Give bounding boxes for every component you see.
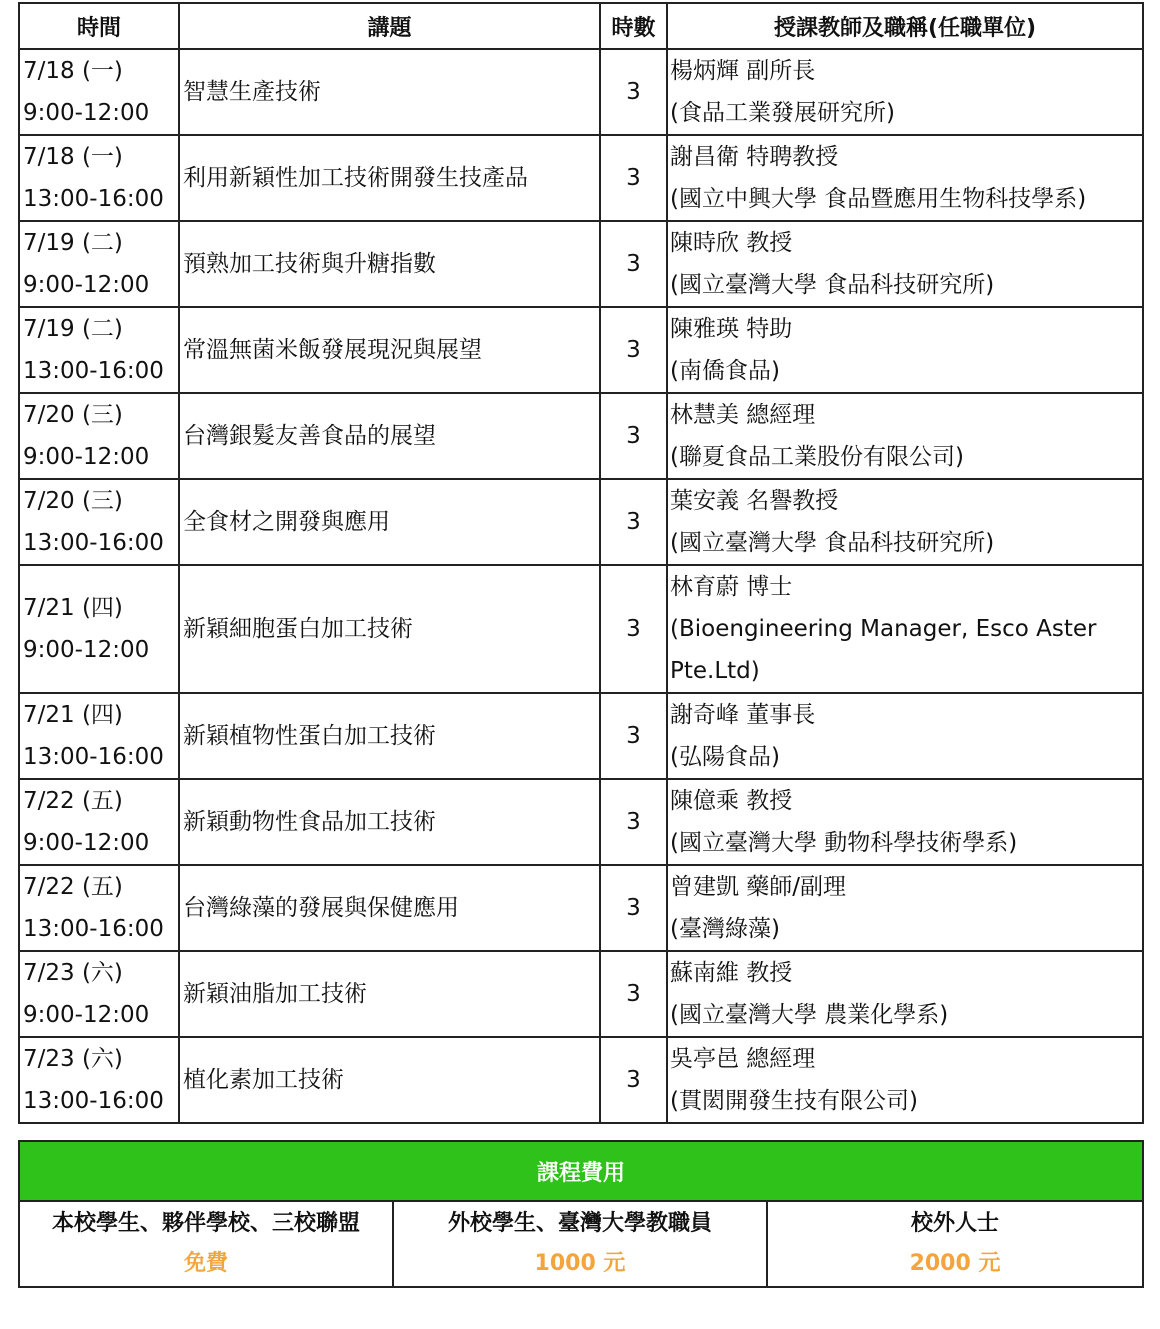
hours-cell: 3 bbox=[600, 307, 667, 393]
session-date: 7/20 (三) bbox=[23, 488, 123, 514]
teacher-cell bbox=[667, 49, 1143, 135]
hours-cell: 3 bbox=[600, 565, 667, 693]
fee-cell bbox=[19, 1201, 393, 1287]
topic-cell: 新穎油脂加工技術 bbox=[179, 951, 600, 1037]
teacher-name: 陳雅瑛 特助 bbox=[670, 316, 793, 342]
teacher-name: 陳時欣 教授 bbox=[670, 230, 793, 256]
teacher-name: 曾建凱 藥師/副理 bbox=[670, 874, 847, 900]
time-cell bbox=[19, 779, 179, 865]
time-cell bbox=[19, 135, 179, 221]
session-time: 9:00-12:00 bbox=[23, 444, 150, 470]
topic-cell: 常溫無菌米飯發展現況與展望 bbox=[179, 307, 600, 393]
table-row bbox=[19, 1037, 1143, 1123]
hours-cell: 3 bbox=[600, 135, 667, 221]
topic-cell: 台灣銀髮友善食品的展望 bbox=[179, 393, 600, 479]
teacher-cell bbox=[667, 135, 1143, 221]
teacher-cell bbox=[667, 221, 1143, 307]
teacher-cell bbox=[667, 479, 1143, 565]
time-cell bbox=[19, 49, 179, 135]
teacher-cell bbox=[667, 393, 1143, 479]
table-row bbox=[19, 307, 1143, 393]
course-schedule-table bbox=[18, 2, 1144, 1124]
time-cell bbox=[19, 1037, 179, 1123]
session-time: 9:00-12:00 bbox=[23, 272, 150, 298]
table-row bbox=[19, 865, 1143, 951]
topic-cell: 利用新穎性加工技術開發生技產品 bbox=[179, 135, 600, 221]
teacher-name: 陳億乘 教授 bbox=[670, 788, 793, 814]
table-row bbox=[19, 221, 1143, 307]
table-row bbox=[19, 49, 1143, 135]
table-row bbox=[19, 565, 1143, 693]
topic-cell: 預熟加工技術與升糖指數 bbox=[179, 221, 600, 307]
session-time: 13:00-16:00 bbox=[23, 744, 164, 770]
topic-cell: 全食材之開發與應用 bbox=[179, 479, 600, 565]
teacher-cell bbox=[667, 865, 1143, 951]
fee-title: 課程費用 bbox=[19, 1141, 1143, 1201]
session-date: 7/22 (五) bbox=[23, 788, 123, 814]
teacher-affiliation: (國立臺灣大學 農業化學系) bbox=[670, 1002, 949, 1028]
teacher-name: 楊炳輝 副所長 bbox=[670, 58, 816, 84]
topic-cell: 新穎植物性蛋白加工技術 bbox=[179, 693, 600, 779]
table-row bbox=[19, 393, 1143, 479]
table-row bbox=[19, 779, 1143, 865]
teacher-affiliation: (國立臺灣大學 食品科技研究所) bbox=[670, 530, 995, 556]
fee-audience-label: 本校學生、夥伴學校、三校聯盟 bbox=[51, 1211, 360, 1236]
teacher-name: 林育蔚 博士 bbox=[670, 574, 793, 600]
teacher-name: 林慧美 總經理 bbox=[670, 402, 816, 428]
session-time: 9:00-12:00 bbox=[23, 100, 150, 126]
topic-cell: 新穎動物性食品加工技術 bbox=[179, 779, 600, 865]
time-cell bbox=[19, 393, 179, 479]
table-row bbox=[19, 135, 1143, 221]
hours-cell: 3 bbox=[600, 779, 667, 865]
teacher-affiliation: (貫閎開發生技有限公司) bbox=[670, 1088, 918, 1114]
course-fee-table bbox=[18, 1140, 1144, 1288]
fee-price: 1000 元 bbox=[534, 1251, 626, 1276]
topic-cell: 台灣綠藻的發展與保健應用 bbox=[179, 865, 600, 951]
session-date: 7/23 (六) bbox=[23, 960, 123, 986]
time-cell bbox=[19, 221, 179, 307]
time-cell bbox=[19, 951, 179, 1037]
topic-cell: 智慧生產技術 bbox=[179, 49, 600, 135]
teacher-cell bbox=[667, 693, 1143, 779]
table-header-row bbox=[19, 3, 1143, 49]
session-date: 7/20 (三) bbox=[23, 402, 123, 428]
session-time: 9:00-12:00 bbox=[23, 1002, 150, 1028]
teacher-name: 謝奇峰 董事長 bbox=[670, 702, 816, 728]
session-date: 7/19 (二) bbox=[23, 230, 123, 256]
teacher-affiliation: Pte.Ltd) bbox=[670, 658, 760, 684]
session-time: 9:00-12:00 bbox=[23, 637, 150, 663]
time-cell bbox=[19, 565, 179, 693]
teacher-cell bbox=[667, 779, 1143, 865]
topic-cell: 新穎細胞蛋白加工技術 bbox=[179, 565, 600, 693]
session-date: 7/22 (五) bbox=[23, 874, 123, 900]
session-time: 13:00-16:00 bbox=[23, 186, 164, 212]
teacher-affiliation: (國立中興大學 食品暨應用生物科技學系) bbox=[670, 186, 1087, 212]
session-date: 7/19 (二) bbox=[23, 316, 123, 342]
fee-price: 免費 bbox=[183, 1251, 228, 1276]
hours-cell: 3 bbox=[600, 221, 667, 307]
hours-cell: 3 bbox=[600, 49, 667, 135]
header-time: 時間 bbox=[19, 3, 179, 49]
teacher-affiliation: (食品工業發展研究所) bbox=[670, 100, 895, 126]
table-row bbox=[19, 479, 1143, 565]
fee-cell bbox=[767, 1201, 1143, 1287]
fee-cell bbox=[393, 1201, 767, 1287]
hours-cell: 3 bbox=[600, 865, 667, 951]
time-cell bbox=[19, 307, 179, 393]
session-time: 13:00-16:00 bbox=[23, 916, 164, 942]
session-time: 13:00-16:00 bbox=[23, 1088, 164, 1114]
hours-cell: 3 bbox=[600, 393, 667, 479]
teacher-cell bbox=[667, 1037, 1143, 1123]
schedule-body bbox=[19, 49, 1143, 1123]
teacher-affiliation: (南僑食品) bbox=[670, 358, 780, 384]
teacher-cell bbox=[667, 307, 1143, 393]
teacher-name: 謝昌衛 特聘教授 bbox=[670, 144, 839, 170]
hours-cell: 3 bbox=[600, 479, 667, 565]
fee-audience-label: 校外人士 bbox=[911, 1211, 1000, 1236]
header-hours: 時數 bbox=[600, 3, 667, 49]
session-date: 7/18 (一) bbox=[23, 58, 123, 84]
hours-cell: 3 bbox=[600, 1037, 667, 1123]
table-row bbox=[19, 951, 1143, 1037]
teacher-affiliation: (國立臺灣大學 食品科技研究所) bbox=[670, 272, 995, 298]
header-teacher: 授課教師及職稱(任職單位) bbox=[667, 3, 1143, 49]
fee-audience-label: 外校學生、臺灣大學教職員 bbox=[447, 1211, 712, 1236]
session-date: 7/23 (六) bbox=[23, 1046, 123, 1072]
time-cell bbox=[19, 479, 179, 565]
fee-row bbox=[19, 1201, 1143, 1287]
session-date: 7/21 (四) bbox=[23, 595, 123, 621]
topic-cell: 植化素加工技術 bbox=[179, 1037, 600, 1123]
teacher-affiliation: (國立臺灣大學 動物科學技術學系) bbox=[670, 830, 1018, 856]
teacher-affiliation: (聯夏食品工業股份有限公司) bbox=[670, 444, 964, 470]
hours-cell: 3 bbox=[600, 951, 667, 1037]
teacher-name: 葉安義 名譽教授 bbox=[670, 488, 839, 514]
fee-price: 2000 元 bbox=[909, 1251, 1001, 1276]
teacher-affiliation: (臺灣綠藻) bbox=[670, 916, 780, 942]
session-time: 13:00-16:00 bbox=[23, 530, 164, 556]
time-cell bbox=[19, 865, 179, 951]
teacher-name: 蘇南維 教授 bbox=[670, 960, 793, 986]
header-topic: 講題 bbox=[179, 3, 600, 49]
time-cell bbox=[19, 693, 179, 779]
hours-cell: 3 bbox=[600, 693, 667, 779]
table-row bbox=[19, 693, 1143, 779]
teacher-affiliation: (弘陽食品) bbox=[670, 744, 780, 770]
teacher-cell bbox=[667, 951, 1143, 1037]
teacher-name: 吳亭邑 總經理 bbox=[670, 1046, 816, 1072]
teacher-affiliation: (Bioengineering Manager, Esco Aster bbox=[670, 616, 1097, 642]
session-time: 9:00-12:00 bbox=[23, 830, 150, 856]
session-date: 7/18 (一) bbox=[23, 144, 123, 170]
session-date: 7/21 (四) bbox=[23, 702, 123, 728]
session-time: 13:00-16:00 bbox=[23, 358, 164, 384]
teacher-cell bbox=[667, 565, 1143, 693]
